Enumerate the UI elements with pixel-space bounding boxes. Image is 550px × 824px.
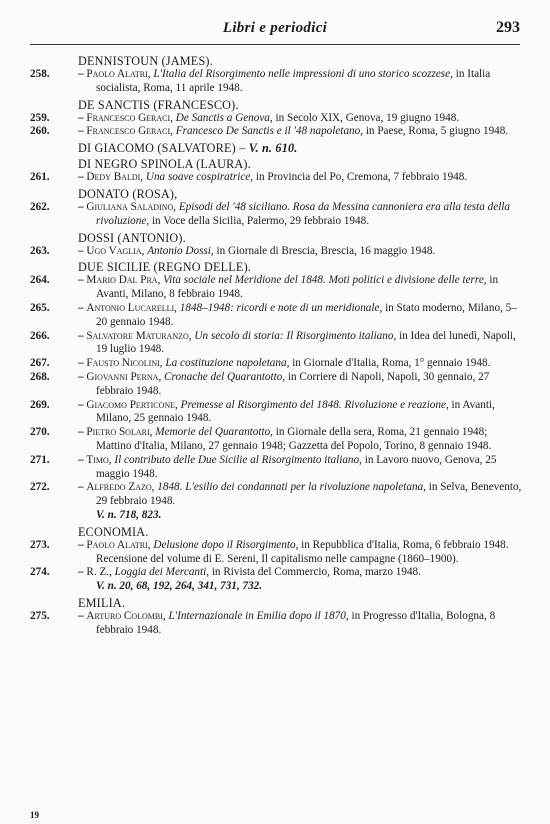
section-heading [30, 231, 522, 245]
entry-author: Giuliana Saladino, [86, 200, 177, 213]
entry-number: 269. [30, 398, 50, 411]
entry-publication: in Selva, Benevento, 29 febbraio 1948. [96, 481, 522, 508]
page-header [30, 18, 520, 45]
bibliography-entry: 273. – Paolo Alatri, Delusione dopo il Risorgimento, in Repubblica d'Italia, Roma, 6 febbraio 1948. Recensione del volume di E. Sereni, Il capitalismo nelle campagne (1860–1900). [30, 539, 522, 567]
bibliography-entry: 262. – Giuliana Saladino, Episodi del '48 siciliano. Rosa da Messina cannoniera era alla testa della rivoluzione, in Voce della Sicilia, Palermo, 29 febbraio 1948. [30, 200, 511, 227]
entry-title: Premesse al Risorgimento del 1848. Rivoluzione e reazione, [180, 398, 449, 411]
entry-title: 1848. L'esilio dei condannati per la rivoluzione napoletana, [157, 481, 426, 494]
cross-reference: V. n. 20, 68, 192, 264, 341, 731, 732. [96, 580, 263, 593]
entry-number: 275. [30, 609, 50, 622]
entry-publication: in Provincia del Po, Cremona, 7 febbraio 1948. [255, 171, 468, 184]
section-heading [30, 141, 522, 155]
bibliography-entry: 274. – R. Z., Loggia dei Mercanti, in Rivista del Commercio, Roma, marzo 1948. V. n. 20, 68, 192, 264, 341, 731, 732. [30, 566, 522, 594]
bibliography-entry: 269. – Giacomo Perticone, Premesse al Risorgimento del 1848. Rivoluzione e reazione, in Avanti, Milano, 25 gennaio 1948. [30, 398, 495, 425]
entry-publication: in Secolo XIX, Genova, 19 giugno 1948. [275, 111, 460, 124]
entry-number: 258. [30, 68, 50, 80]
entry-title: Memorie del Quarantotto, [155, 426, 273, 439]
entry-title: Loggia dei Mercanti, [114, 566, 210, 579]
bibliography-entry: 270. – Pietro Solari, Memorie del Quarantotto, in Giornale della sera, Roma, 21 gennaio 1948; Mattino d'Italia, Milano, 27 gennaio 1948; Gazzetta del Popolo, Torino, 8 gennaio 1948. [30, 426, 492, 452]
bibliography-entry: 267. – Fausto Nicolini, La costituzione napoletana, in Giornale d'Italia, Roma, 1° gennaio 1948. [30, 357, 491, 370]
entry-publication: in Giornale d'Italia, Roma, 1° gennaio 1948. [292, 357, 491, 370]
entry-title: Il contributo delle Due Sicilie al Risorgimento italiano, [114, 453, 362, 466]
bibliography-entry: 259. – Francesco Geraci, De Sanctis a Genova, in Secolo XIX, Genova, 19 giugno 1948. [30, 111, 460, 124]
entry-publication: in Lavoro nuovo, Genova, 25 maggio 1948. [96, 453, 497, 480]
entry-title: 1848–1948: ricordi e note di un meridionale, [179, 301, 383, 314]
section-heading-text: DONATO (ROSA), [78, 186, 178, 201]
entry-publication: in Avanti, Milano, 25 gennaio 1948. [96, 398, 495, 425]
section-heading-text: DI GIACOMO (SALVATORE) – [78, 141, 246, 156]
entry-publication: in Voce della Sicilia, Palermo, 29 febbraio 1948. [151, 214, 370, 227]
entry-title: Francesco De Sanctis e il '48 napoletano, [175, 125, 364, 138]
entry-number: 264. [30, 274, 50, 287]
running-title: Libri e periodici [222, 20, 328, 36]
entry-title: Una soave cospiratrice, [145, 171, 254, 184]
section-heading-text: DOSSI (ANTONIO). [78, 230, 186, 245]
entry-publication: in Repubblica d'Italia, Roma, 6 febbraio 1948. [301, 538, 509, 551]
entry-title: Un secolo di storia: Il Risorgimento italiano, [194, 329, 397, 342]
entry-number: 267. [30, 357, 50, 370]
bibliography-entry: 265. – Antonio Lucarelli, 1848–1948: ricordi e note di un meridionale, in Stato moderno, Milano, 5–20 gennaio 1948. [30, 301, 517, 328]
entry-publication: in Giornale di Brescia, Brescia, 16 maggio 1948. [216, 244, 436, 257]
entry-publication: in Idea del lunedì, Napoli, 19 luglio 1948. [96, 329, 516, 356]
entry-author: Alfredo Zazo, [86, 481, 155, 494]
bibliography-entry: 264. – Mario Dal Pra, Vita sociale nel Meridione del 1848. Moti politici e divisione delle terre, in Avanti, Milano, 8 febbraio 1948. [30, 274, 499, 301]
entry-title: Delusione dopo il Risorgimento, [153, 538, 299, 551]
entry-number: 268. [30, 370, 50, 383]
section-heading-text: DE SANCTIS (FRANCESCO). [78, 97, 239, 112]
entry-author: Paolo Alatri, [86, 68, 151, 80]
entry-author: Paolo Alatri, [86, 538, 151, 551]
entry-author: Giovanni Perna, [86, 370, 162, 383]
entry-number: 259. [30, 111, 50, 124]
entry-publication: in Giornale della sera, Roma, 21 gennaio 1948; Mattino d'Italia, Milano, 27 gennaio 1948; Gazzetta del Popolo, Torino, 8 gennaio 1948. [96, 426, 492, 452]
entry-number: 273. [30, 538, 50, 551]
bibliography-entry: 263. – Ugo Vaglia, Antonio Dossi, in Giornale di Brescia, Brescia, 16 maggio 1948. [30, 244, 436, 257]
entry-number: 261. [30, 171, 50, 184]
section-heading [30, 260, 522, 274]
entry-title: Episodi del '48 siciliano. Rosa da Messina cannoniera era alla testa della rivoluzione, [96, 200, 511, 227]
entry-publication: in Stato moderno, Milano, 5–20 gennaio 1948. [96, 301, 517, 328]
entry-title: L'Italia del Risorgimento nelle impressioni di uno storico scozzese, [153, 68, 453, 80]
entry-title: La costituzione napoletana, [165, 357, 290, 370]
entry-publication: in Paese, Roma, 5 giugno 1948. [365, 125, 509, 138]
section-heading-text: DUE SICILIE (REGNO DELLE). [78, 260, 252, 275]
entry-number: 263. [30, 244, 50, 257]
entry-title: L'Internazionale in Emilia dopo il 1870, [168, 609, 349, 622]
entry-author: Arturo Colombi, [86, 609, 166, 622]
entry-note: Recensione del volume di E. Sereni, Il capitalismo nelle campagne (1860–1900). [96, 552, 459, 565]
entry-publication: in Progresso d'Italia, Bologna, 8 febbraio 1948. [96, 609, 496, 636]
entry-author: R. Z., [86, 566, 112, 579]
bibliography-entry: 275. – Arturo Colombi, L'Internazionale in Emilia dopo il 1870, in Progresso d'Italia, Bologna, 8 febbraio 1948. [30, 609, 496, 636]
page-number: 293 [496, 19, 520, 36]
section-heading [30, 54, 522, 68]
entry-author: Dedy Baldi, [86, 171, 144, 184]
section-heading [30, 157, 522, 171]
bibliography-list [30, 52, 522, 638]
entry-author: Antonio Lucarelli, [86, 301, 177, 314]
entry-author: Timo, [86, 453, 112, 466]
section-heading [30, 187, 522, 201]
section-heading [30, 98, 522, 112]
entry-title: Cronache del Quarantotto, [164, 370, 286, 383]
entry-number: 272. [30, 481, 50, 494]
section-heading-text: DI NEGRO SPINOLA (LAURA). [78, 157, 251, 172]
section-heading-text: EMILIA. [78, 595, 126, 610]
entry-number: 271. [30, 453, 50, 466]
entry-author: Giacomo Perticone, [86, 398, 178, 411]
entry-number: 265. [30, 301, 50, 314]
entry-author: Fausto Nicolini, [86, 357, 163, 370]
bibliography-entry: 271. – Timo, Il contributo delle Due Sicilie al Risorgimento italiano, in Lavoro nuovo, Genova, 25 maggio 1948. [30, 453, 497, 480]
entry-number: 260. [30, 125, 50, 138]
entry-publication: in Rivista del Commercio, Roma, marzo 1948. [211, 566, 421, 579]
bibliography-entry: 268. – Giovanni Perna, Cronache del Quarantotto, in Corriere di Napoli, Napoli, 30 gennaio, 27 febbraio 1948. [30, 370, 490, 397]
entry-number: 266. [30, 329, 50, 342]
bibliography-entry: 258. – Paolo Alatri, L'Italia del Risorgimento nelle impressioni di uno storico scozzese, in Italia socialista, Roma, 11 aprile 1948. [30, 68, 491, 94]
bibliography-entry: 261. – Dedy Baldi, Una soave cospiratrice, in Provincia del Po, Cremona, 7 febbraio 1948. [30, 171, 468, 184]
entry-title: Vita sociale nel Meridione del 1848. Moti politici e divisione delle terre, [163, 274, 487, 287]
cross-reference: V. n. 718, 823. [96, 508, 162, 521]
entry-author: Salvatore Maturanzo, [86, 329, 192, 342]
entry-publication: in Corriere di Napoli, Napoli, 30 gennaio, 27 febbraio 1948. [96, 370, 490, 397]
entry-author: Francesco Geraci, [86, 125, 173, 138]
printer-signature: 19 [30, 810, 39, 820]
entry-author: Ugo Vaglia, [86, 244, 145, 257]
entry-title: Antonio Dossi, [147, 244, 214, 257]
bibliography-entry: 272. – Alfredo Zazo, 1848. L'esilio dei condannati per la rivoluzione napoletana, in Selva, Benevento, 29 febbraio 1948. V. n. 718, 823. [30, 481, 522, 521]
entry-number: 262. [30, 200, 50, 213]
bibliography-entry: 266. – Salvatore Maturanzo, Un secolo di storia: Il Risorgimento italiano, in Idea del lunedì, Napoli, 19 luglio 1948. [30, 329, 516, 356]
entry-author: Mario Dal Pra, [86, 274, 161, 287]
entry-number: 274. [30, 566, 50, 579]
section-heading [30, 525, 522, 539]
entry-number: 270. [30, 426, 50, 439]
entry-publication: in Avanti, Milano, 8 febbraio 1948. [96, 274, 499, 301]
cross-reference: V. n. 610. [248, 141, 298, 156]
entry-publication: in Italia socialista, Roma, 11 aprile 1948. [96, 68, 491, 94]
section-heading [30, 596, 522, 610]
bibliography-entry: 260. – Francesco Geraci, Francesco De Sanctis e il '48 napoletano, in Paese, Roma, 5 giugno 1948. [30, 125, 509, 138]
entry-author: Pietro Solari, [86, 426, 153, 439]
entry-title: De Sanctis a Genova, [175, 111, 273, 124]
section-heading-text: ECONOMIA. [78, 524, 149, 539]
entry-author: Francesco Geraci, [86, 111, 173, 124]
section-heading-text: DENNISTOUN (JAMES). [78, 54, 213, 68]
